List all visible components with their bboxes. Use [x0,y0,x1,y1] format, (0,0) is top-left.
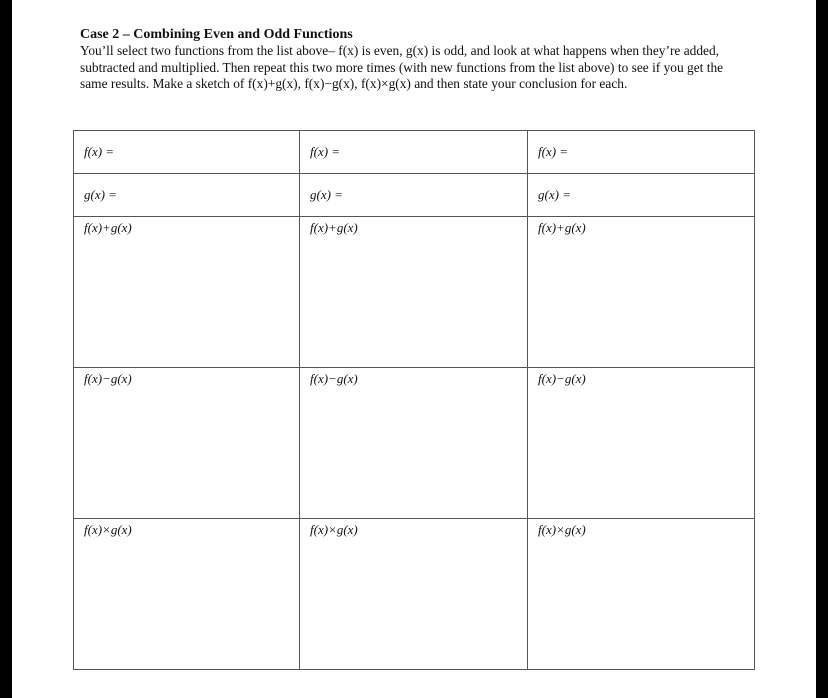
difference-label: f(x)−g(x) [538,371,586,386]
product-label: f(x)×g(x) [538,522,586,537]
sum-label: f(x)+g(x) [538,220,586,235]
product-sketch-cell[interactable] [300,519,528,669]
f-definition-label: f(x) = [310,144,341,159]
difference-sketch-cell[interactable] [74,368,300,519]
instructions-header [80,26,750,93]
section-title: Case 2 – Combining Even and Odd Functions [80,27,353,42]
f-definition-cell[interactable] [300,131,528,174]
difference-label: f(x)−g(x) [310,371,358,386]
sum-sketch-cell[interactable] [300,217,528,368]
worksheet-table [73,130,755,670]
difference-sketch-cell[interactable] [528,368,754,519]
f-definition-cell[interactable] [74,131,300,174]
sum-sketch-cell[interactable] [528,217,754,368]
sum-label: f(x)+g(x) [84,220,132,235]
difference-sketch-cell[interactable] [300,368,528,519]
difference-label: f(x)−g(x) [84,371,132,386]
g-definition-cell[interactable] [528,174,754,217]
g-definition-label: g(x) = [310,187,343,202]
instructions-paragraph: You’ll select two functions from the list above– f(x) is even, g(x) is odd, and look at what happens when they’re added, subtracted and multiplied. Then repeat this two more times (with new functions from the list above) to see if you get the same results. Make a sketch of f(x)+g(x), f(x)−g(x), f(x)×g(x) and then state your conclusion for each. [80,43,724,91]
sum-sketch-cell[interactable] [74,217,300,368]
product-sketch-cell[interactable] [74,519,300,669]
g-definition-label: g(x) = [538,187,571,202]
g-definition-cell[interactable] [74,174,300,217]
product-label: f(x)×g(x) [310,522,358,537]
f-definition-label: f(x) = [538,144,569,159]
product-sketch-cell[interactable] [528,519,754,669]
f-definition-cell[interactable] [528,131,754,174]
sum-label: f(x)+g(x) [310,220,358,235]
f-definition-label: f(x) = [84,144,115,159]
document-page [12,0,816,698]
product-label: f(x)×g(x) [84,522,132,537]
g-definition-cell[interactable] [300,174,528,217]
g-definition-label: g(x) = [84,187,117,202]
